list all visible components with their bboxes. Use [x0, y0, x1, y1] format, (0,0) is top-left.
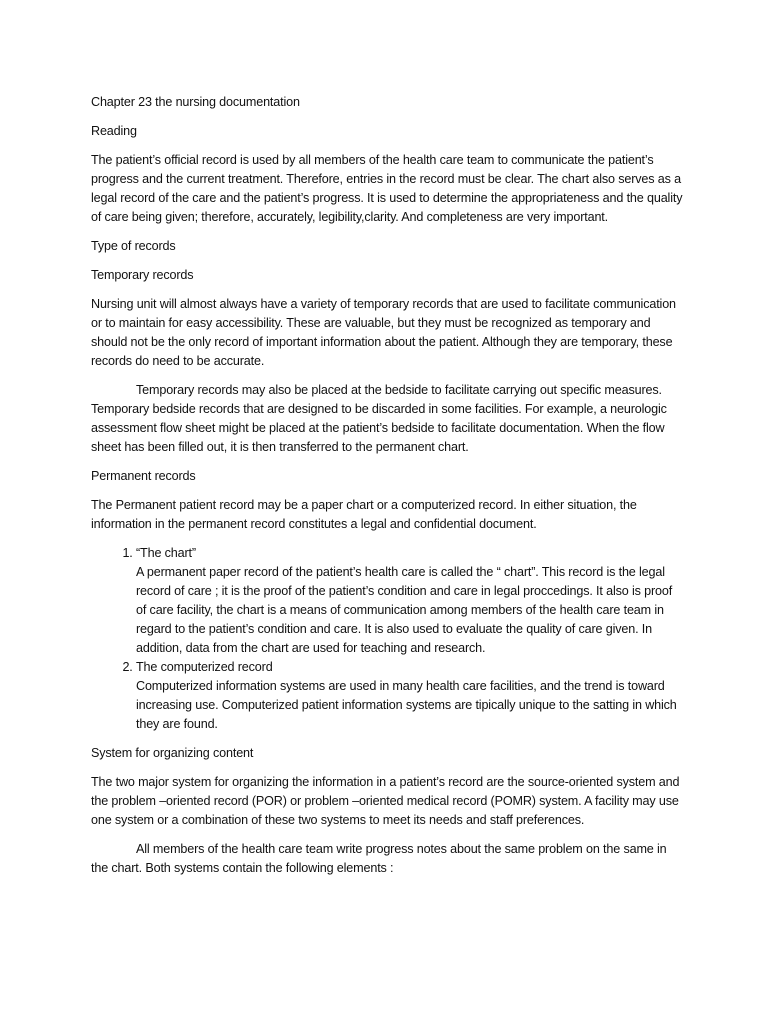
list-item-body: A permanent paper record of the patient’s health care is called the “ chart”. This record is the legal record of care ; it is the proof of the patient’s condition and care in legal proccedings. It also is proof of care facility, the chart is a means of communication among members of the health care team in regard to the patient’s condition and care. It is also used to evaluate the quality of care given. In addition, data from the chart are used for teaching and research.: [136, 565, 673, 655]
list-item: [136, 544, 683, 658]
record-types-list: [91, 544, 683, 734]
document-body: [91, 93, 683, 888]
temporary-records-paragraph: Nursing unit will almost always have a variety of temporary records that are used to facilitate communication or to maintain for easy accessibility. These are valuable, but they must be recognized as temporary and should not be the only record of important information about the patient. Although they are temporary, these records do need to be accurate.: [91, 297, 676, 368]
list-item-body: Computerized information systems are used in many health care facilities, and the trend is toward increasing use. Computerized patient information systems are tipically unique to the satting in which they are found.: [136, 679, 677, 731]
list-item-title: 1. “The chart”: [136, 546, 196, 560]
chapter-title: Chapter 23 the nursing documentation: [91, 95, 300, 109]
reading-heading: Reading: [91, 124, 137, 138]
progress-notes-paragraph: All members of the health care team write progress notes about the same problem on the same in the chart. Both systems contain the following elements :: [91, 842, 667, 875]
list-item-title: 2. The computerized record: [136, 660, 273, 674]
types-heading: Type of records: [91, 239, 176, 253]
intro-paragraph: The patient’s official record is used by all members of the health care team to communicate the patient’s progress and the current treatment. Therefore, entries in the record must be clear. The chart also serves as a legal record of the care and the patient’s progress. It is used to determine the appropriateness and the quality of care being given; therefore, accurately, legibility,clarity. And completeness are very important.: [91, 153, 683, 224]
temporary-records-heading: Temporary records: [91, 268, 194, 282]
permanent-records-paragraph: The Permanent patient record may be a paper chart or a computerized record. In either situation, the information in the permanent record constitutes a legal and confidential document.: [91, 498, 637, 531]
permanent-records-heading: Permanent records: [91, 469, 196, 483]
system-heading: System for organizing content: [91, 746, 254, 760]
system-paragraph: The two major system for organizing the information in a patient’s record are the source-oriented system and the problem –oriented record (POR) or problem –oriented medical record (POMR) system. A facility may use one system or a combination of these two systems to meet its needs and staff preferences.: [91, 775, 680, 827]
temporary-bedside-paragraph: Temporary records may also be placed at the bedside to facilitate carrying out specific measures. Temporary bedside records that are designed to be discarded in some facilities. For example, a neurologic assessment flow sheet might be placed at the patient’s bedside to facilitate documentation. When the flow sheet has been filled out, it is then transferred to the permanent chart.: [91, 383, 667, 454]
list-item: [136, 658, 683, 734]
